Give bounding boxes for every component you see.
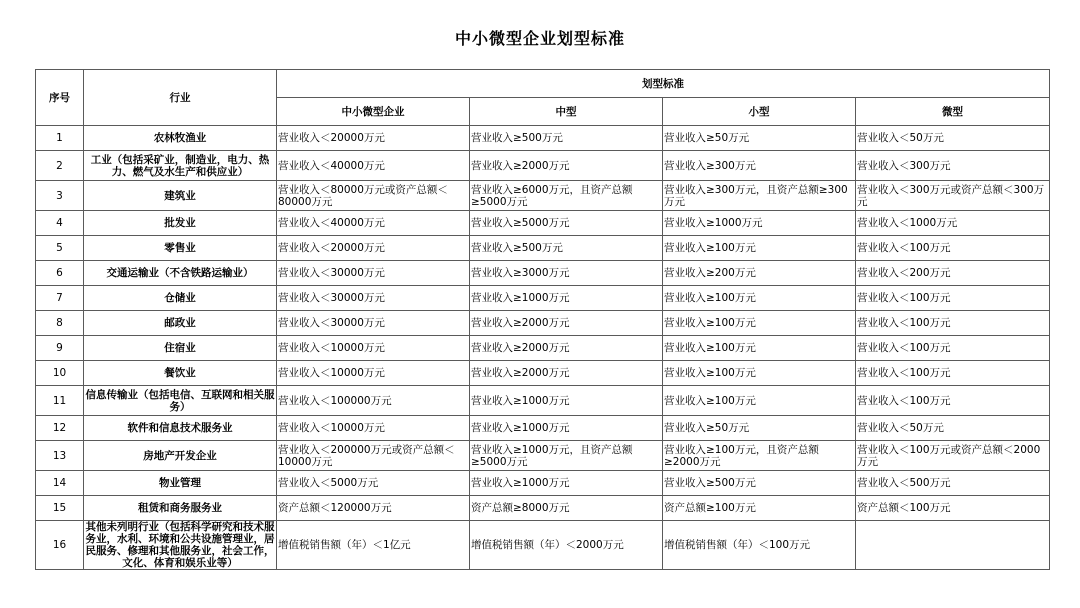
row-industry: 租赁和商务服务业 [84, 496, 277, 521]
row-industry: 仓储业 [84, 286, 277, 311]
row-industry: 住宿业 [84, 336, 277, 361]
table-row [36, 416, 1050, 441]
row-index: 7 [36, 286, 84, 311]
table-row [36, 361, 1050, 386]
table-row [36, 236, 1050, 261]
row-industry: 建筑业 [84, 181, 277, 211]
table-row [36, 471, 1050, 496]
row-index: 5 [36, 236, 84, 261]
row-small: 营业收入≥300万元 [663, 151, 856, 181]
row-small: 营业收入≥50万元 [663, 126, 856, 151]
row-small: 营业收入≥100万元 [663, 286, 856, 311]
row-small: 营业收入≥100万元 [663, 386, 856, 416]
table-row [36, 336, 1050, 361]
row-sme: 资产总额＜120000万元 [277, 496, 470, 521]
row-medium: 营业收入≥2000万元 [470, 311, 663, 336]
row-industry: 批发业 [84, 211, 277, 236]
row-medium: 增值税销售额（年）＜2000万元 [470, 521, 663, 570]
row-micro: 营业收入＜300万元或资产总额＜300万元 [856, 181, 1050, 211]
row-sme: 营业收入＜30000万元 [277, 261, 470, 286]
row-medium: 营业收入≥1000万元 [470, 286, 663, 311]
row-sme: 营业收入＜20000万元 [277, 236, 470, 261]
row-medium: 营业收入≥2000万元 [470, 361, 663, 386]
row-medium: 营业收入≥1000万元 [470, 386, 663, 416]
table-row [36, 386, 1050, 416]
row-industry: 信息传输业（包括电信、互联网和相关服务） [84, 386, 277, 416]
row-small: 营业收入≥100万元，且资产总额≥2000万元 [663, 441, 856, 471]
table-row [36, 151, 1050, 181]
header-medium: 中型 [470, 98, 663, 126]
row-medium: 营业收入≥1000万元，且资产总额≥5000万元 [470, 441, 663, 471]
row-sme: 营业收入＜10000万元 [277, 336, 470, 361]
row-sme: 营业收入＜30000万元 [277, 311, 470, 336]
row-index: 6 [36, 261, 84, 286]
row-small: 营业收入≥100万元 [663, 361, 856, 386]
header-sme: 中小微型企业 [277, 98, 470, 126]
row-sme: 营业收入＜10000万元 [277, 416, 470, 441]
row-micro [856, 521, 1050, 570]
header-standard: 划型标准 [277, 70, 1050, 98]
row-index: 16 [36, 521, 84, 570]
row-index: 15 [36, 496, 84, 521]
row-industry: 房地产开发企业 [84, 441, 277, 471]
row-sme: 营业收入＜5000万元 [277, 471, 470, 496]
row-medium: 营业收入≥2000万元 [470, 151, 663, 181]
row-index: 9 [36, 336, 84, 361]
row-micro: 营业收入＜100万元 [856, 236, 1050, 261]
row-medium: 营业收入≥2000万元 [470, 336, 663, 361]
row-medium: 资产总额≥8000万元 [470, 496, 663, 521]
row-index: 8 [36, 311, 84, 336]
row-industry: 零售业 [84, 236, 277, 261]
row-micro: 营业收入＜100万元或资产总额＜2000万元 [856, 441, 1050, 471]
row-micro: 营业收入＜100万元 [856, 361, 1050, 386]
row-sme: 营业收入＜20000万元 [277, 126, 470, 151]
row-index: 1 [36, 126, 84, 151]
row-micro: 营业收入＜50万元 [856, 416, 1050, 441]
row-sme: 营业收入＜10000万元 [277, 361, 470, 386]
row-industry: 其他未列明行业（包括科学研究和技术服务业，水利、环境和公共设施管理业，居民服务、修理和其他服务业，社会工作，文化、体育和娱乐业等） [85, 521, 275, 569]
row-industry: 农林牧渔业 [84, 126, 277, 151]
table-row [36, 261, 1050, 286]
header-small: 小型 [663, 98, 856, 126]
table-row [36, 496, 1050, 521]
row-industry: 工业（包括采矿业，制造业，电力、热力、燃气及水生产和供应业） [84, 151, 277, 181]
row-index: 2 [36, 151, 84, 181]
row-industry: 邮政业 [84, 311, 277, 336]
table-row [36, 181, 1050, 211]
row-micro: 营业收入＜1000万元 [856, 211, 1050, 236]
table-row [36, 211, 1050, 236]
row-index: 13 [36, 441, 84, 471]
row-sme: 增值税销售额（年）＜1亿元 [277, 521, 470, 570]
row-micro: 营业收入＜300万元 [856, 151, 1050, 181]
row-medium: 营业收入≥5000万元 [470, 211, 663, 236]
header-micro: 微型 [856, 98, 1050, 126]
header-industry: 行业 [84, 70, 277, 126]
row-micro: 营业收入＜200万元 [856, 261, 1050, 286]
table-row [36, 126, 1050, 151]
row-medium: 营业收入≥500万元 [470, 126, 663, 151]
row-sme: 营业收入＜200000万元或资产总额＜10000万元 [277, 441, 470, 471]
row-industry: 交通运输业（不含铁路运输业） [84, 261, 277, 286]
row-medium: 营业收入≥1000万元 [470, 471, 663, 496]
row-sme: 营业收入＜80000万元或资产总额＜80000万元 [277, 181, 470, 211]
row-small: 资产总额≥100万元 [663, 496, 856, 521]
row-sme: 营业收入＜30000万元 [277, 286, 470, 311]
row-sme: 营业收入＜100000万元 [277, 386, 470, 416]
row-medium: 营业收入≥1000万元 [470, 416, 663, 441]
row-index: 14 [36, 471, 84, 496]
row-micro: 营业收入＜500万元 [856, 471, 1050, 496]
row-industry: 餐饮业 [84, 361, 277, 386]
row-index: 11 [36, 386, 84, 416]
row-small: 营业收入≥500万元 [663, 471, 856, 496]
row-industry: 软件和信息技术服务业 [84, 416, 277, 441]
row-micro: 资产总额＜100万元 [856, 496, 1050, 521]
table-row [36, 441, 1050, 471]
row-micro: 营业收入＜100万元 [856, 386, 1050, 416]
page-title: 中小微型企业划型标准 [454, 29, 625, 48]
row-micro: 营业收入＜100万元 [856, 311, 1050, 336]
row-medium: 营业收入≥500万元 [470, 236, 663, 261]
row-micro: 营业收入＜100万元 [856, 286, 1050, 311]
row-sme: 营业收入＜40000万元 [277, 151, 470, 181]
row-small: 营业收入≥50万元 [663, 416, 856, 441]
row-micro: 营业收入＜100万元 [856, 336, 1050, 361]
row-small: 增值税销售额（年）＜100万元 [663, 521, 856, 570]
row-small: 营业收入≥300万元，且资产总额≥300万元 [663, 181, 856, 211]
row-index: 3 [36, 181, 84, 211]
row-index: 4 [36, 211, 84, 236]
row-index: 12 [36, 416, 84, 441]
table-row [36, 311, 1050, 336]
row-micro: 营业收入＜50万元 [856, 126, 1050, 151]
table-row [36, 521, 1050, 570]
row-medium: 营业收入≥6000万元，且资产总额≥5000万元 [470, 181, 663, 211]
row-index: 10 [36, 361, 84, 386]
header-index: 序号 [36, 70, 84, 126]
row-small: 营业收入≥100万元 [663, 336, 856, 361]
classification-table [35, 69, 1050, 570]
row-small: 营业收入≥1000万元 [663, 211, 856, 236]
row-small: 营业收入≥100万元 [663, 236, 856, 261]
row-medium: 营业收入≥3000万元 [470, 261, 663, 286]
row-small: 营业收入≥100万元 [663, 311, 856, 336]
row-sme: 营业收入＜40000万元 [277, 211, 470, 236]
table-row [36, 286, 1050, 311]
row-small: 营业收入≥200万元 [663, 261, 856, 286]
row-industry: 物业管理 [84, 471, 277, 496]
